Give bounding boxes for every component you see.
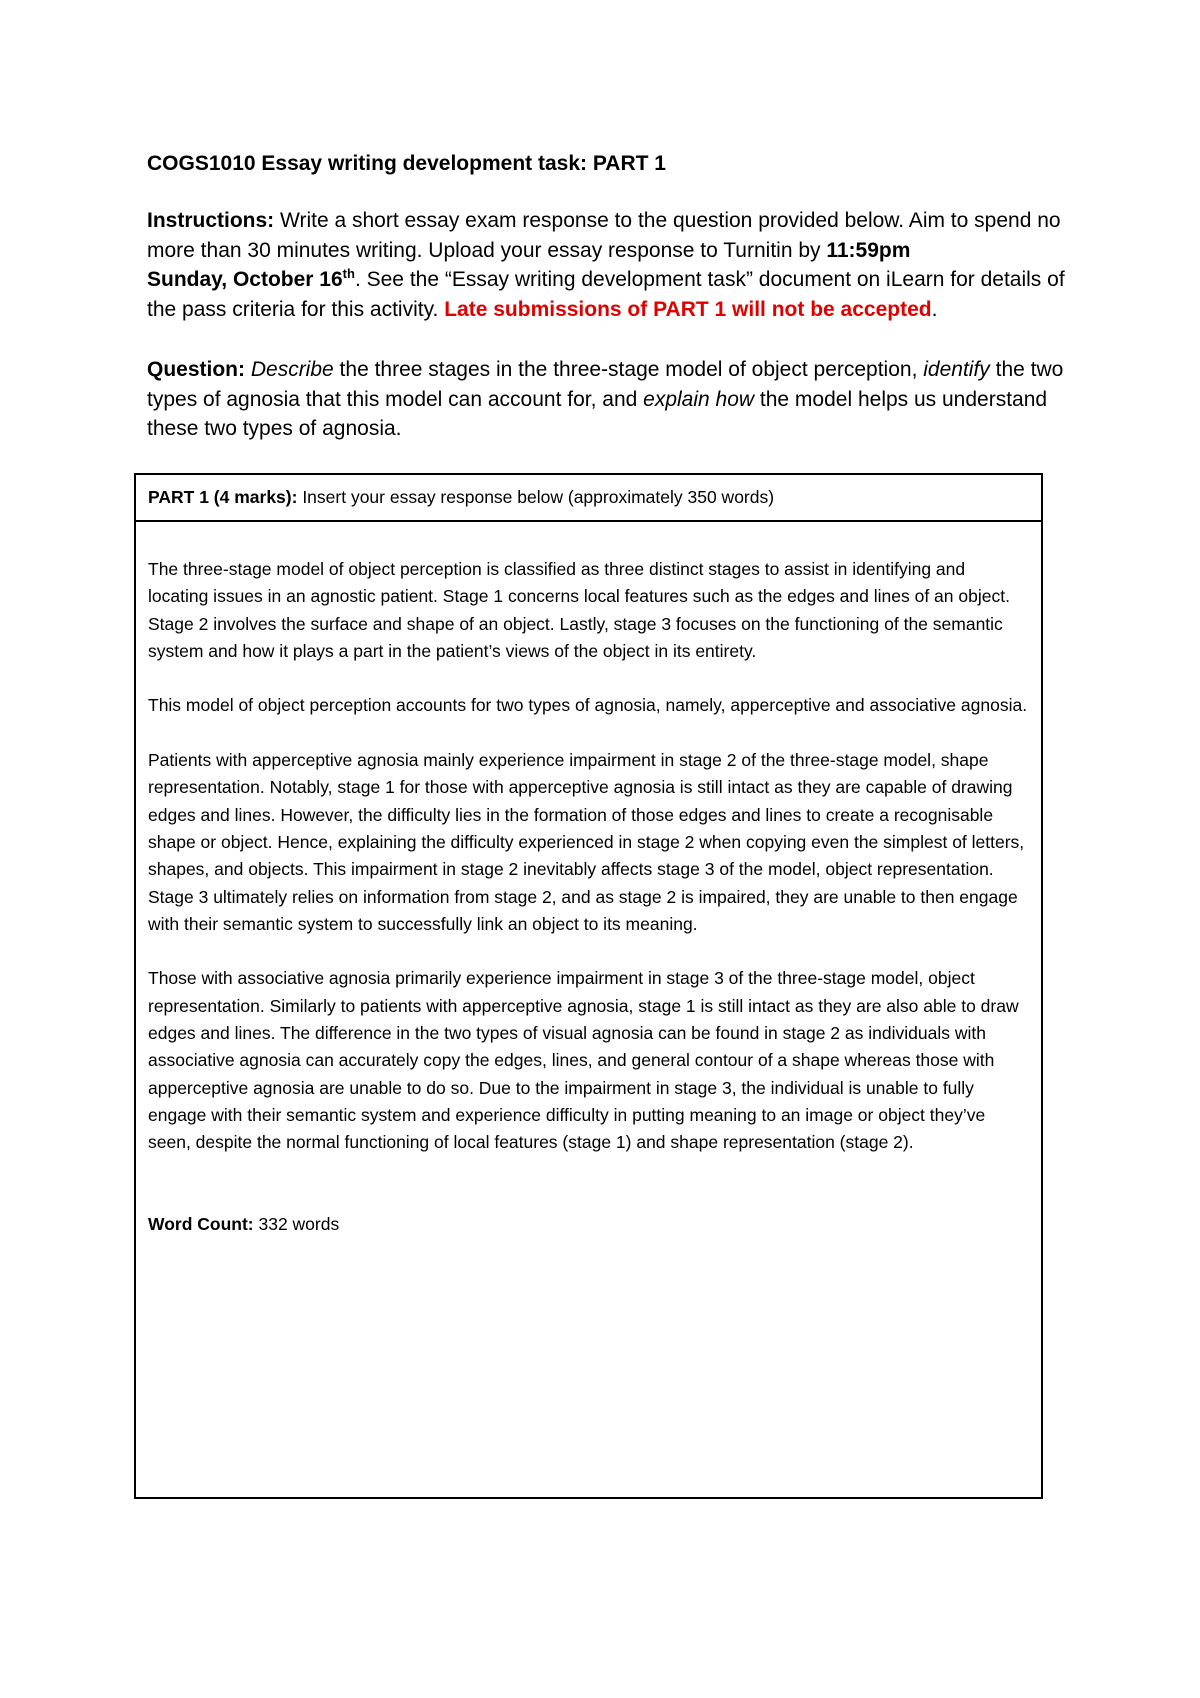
instructions-text-continued: . See the “Essay writing development task” document on iLearn for details of the pass criteria for this activity. bbox=[147, 268, 1065, 321]
question-identify: identify bbox=[923, 358, 990, 381]
essay-response-table bbox=[134, 473, 1043, 1499]
deadline-time: 11:59pm bbox=[826, 238, 911, 262]
essay-paragraph-2: This model of object perception accounts for two types of agnosia, namely, apperceptive and associative agnosia. bbox=[148, 695, 1028, 716]
part-label: PART 1 (4 marks): bbox=[148, 487, 298, 507]
instructions-end: . bbox=[931, 297, 938, 321]
instructions-text: Write a short essay exam response to the question provided below. Aim to spend no more than 30 minutes writing. Upload your essay response to Turnitin by bbox=[147, 209, 1061, 262]
deadline-date-suffix: th bbox=[342, 266, 355, 281]
essay-response-body bbox=[136, 522, 1041, 1238]
question-paragraph bbox=[147, 355, 1067, 444]
question-describe: Describe bbox=[250, 358, 334, 381]
essay-paragraph-1: The three-stage model of object perception is classified as three distinct stages to assist in identifying and locating issues in an agnostic patient. Stage 1 concerns local features such as the edges and lines of an object. Stage 2 involves the surface and shape of an object. Lastly, stage 3 focuses on the functioning of the semantic system and how it plays a part in the patient’s views of the object in its entirety. bbox=[148, 559, 1010, 661]
late-submission-notice: Late submissions of PART 1 will not be accepted bbox=[444, 297, 932, 321]
question-explain-how: explain how bbox=[643, 387, 755, 411]
table-header bbox=[136, 475, 1041, 522]
instructions-label: Instructions: bbox=[147, 209, 275, 232]
word-count bbox=[148, 1211, 1029, 1238]
document-title: COGS1010 Essay writing development task: PART 1 bbox=[147, 152, 666, 175]
word-count-value: 332 words bbox=[253, 1213, 340, 1234]
instructions-paragraph bbox=[147, 206, 1067, 324]
question-label: Question: bbox=[147, 358, 245, 381]
deadline-date: Sunday, October 16 bbox=[147, 268, 343, 291]
essay-paragraph-3: Patients with apperceptive agnosia mainly experience impairment in stage 2 of the three-stage model, shape representation. Notably, stage 1 for those with apperceptive agnosia is still intact as they are capable of drawing edges and lines. However, the difficulty lies in the formation of those edges and lines to create a recognisable shape or object. Hence, explaining the difficulty experienced in stage 2 when copying even the simplest of letters, shapes, and objects. This impairment in stage 2 inevitably affects stage 3 of the model, object representation. Stage 3 ultimately relies on information from stage 2, and as stage 2 is impaired, they are unable to then engage with their semantic system to successfully link an object to its meaning. bbox=[148, 750, 1025, 934]
question-text-1: the three stages in the three-stage model of object perception, bbox=[333, 358, 924, 381]
question-text-2: the two types of agnosia that this model can account for, and bbox=[147, 358, 1064, 411]
question-text-3: the model helps us understand these two types of agnosia. bbox=[147, 387, 1048, 440]
essay-paragraph-4: Those with associative agnosia primarily experience impairment in stage 3 of the three-stage model, object representation. Similarly to patients with apperceptive agnosia, stage 1 is still intact as they are also able to draw edges and lines. The difference in the two types of visual agnosia can be found in stage 2 as individuals with associative agnosia can accurately copy the edges, lines, and general contour of a shape whereas those with apperceptive agnosia are unable to do so. Due to the impairment in stage 3, the individual is unable to fully engage with their semantic system and experience difficulty in putting meaning to an image or object they’ve seen, despite the normal functioning of local features (stage 1) and shape representation (stage 2). bbox=[148, 968, 1019, 1153]
word-count-label: Word Count: bbox=[148, 1213, 254, 1234]
header-instructions: Insert your essay response below (approximately 350 words) bbox=[297, 487, 775, 507]
